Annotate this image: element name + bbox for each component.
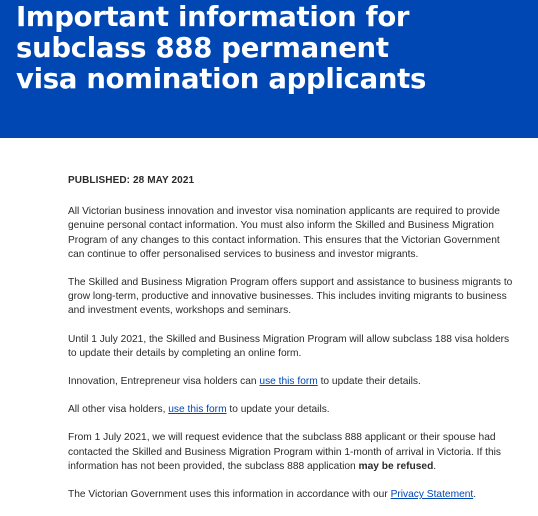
paragraph-text: From 1 July 2021, we will request evidence that the subclass 888 applicant or their spouse had contacted the Skilled and Business Migration Program within 1-month of arrival in Victoria. If this information has not been provided, the subclass 888 application	[68, 432, 501, 472]
privacy-statement-link[interactable]: Privacy Statement	[390, 489, 474, 501]
page-header-banner	[0, 0, 538, 138]
paragraph-888-evidence	[68, 431, 518, 474]
paragraph-text: .	[433, 460, 437, 472]
refusal-warning: may be refused	[358, 460, 434, 472]
article-body	[68, 174, 518, 516]
paragraph-innovation-form	[68, 375, 518, 389]
published-date: PUBLISHED: 28 MAY 2021	[68, 175, 195, 186]
other-visa-form-link[interactable]: use this form	[168, 404, 227, 416]
paragraph-text: All other visa holders,	[68, 404, 169, 416]
page-title	[16, 2, 516, 95]
paragraph-contact-info: All Victorian business innovation and investor visa nomination applicants are required to provide genuine personal contact information. You must also inform the Skilled and Business Migration Program of any changes to this contact information. This ensures that the Victorian Government can continue to offer personalised services to business and investor migrants.	[68, 206, 500, 260]
page-title-line-2: subclass 888 permanent	[16, 32, 389, 64]
paragraph-text: to update their details.	[317, 376, 421, 388]
paragraph-text: Innovation, Entrepreneur visa holders can	[68, 376, 260, 388]
paragraph-privacy	[68, 488, 518, 502]
paragraph-other-form	[68, 403, 518, 417]
paragraph-program-support: The Skilled and Business Migration Program offers support and assistance to business migrants to grow long-term, productive and innovative businesses. This includes inviting migrants to business and investment events, workshops and seminars.	[68, 277, 513, 317]
innovation-form-link[interactable]: use this form	[259, 376, 318, 388]
page-title-line-1: Important information for	[16, 1, 410, 33]
page-title-line-3: visa nomination applicants	[16, 63, 427, 95]
paragraph-text: The Victorian Government uses this information in accordance with our	[68, 489, 391, 501]
paragraph-188-update: Until 1 July 2021, the Skilled and Business Migration Program will allow subclass 188 visa holders to update their details by completing an online form.	[68, 333, 510, 359]
paragraph-text: to update your details.	[226, 404, 330, 416]
paragraph-text: .	[473, 489, 477, 501]
